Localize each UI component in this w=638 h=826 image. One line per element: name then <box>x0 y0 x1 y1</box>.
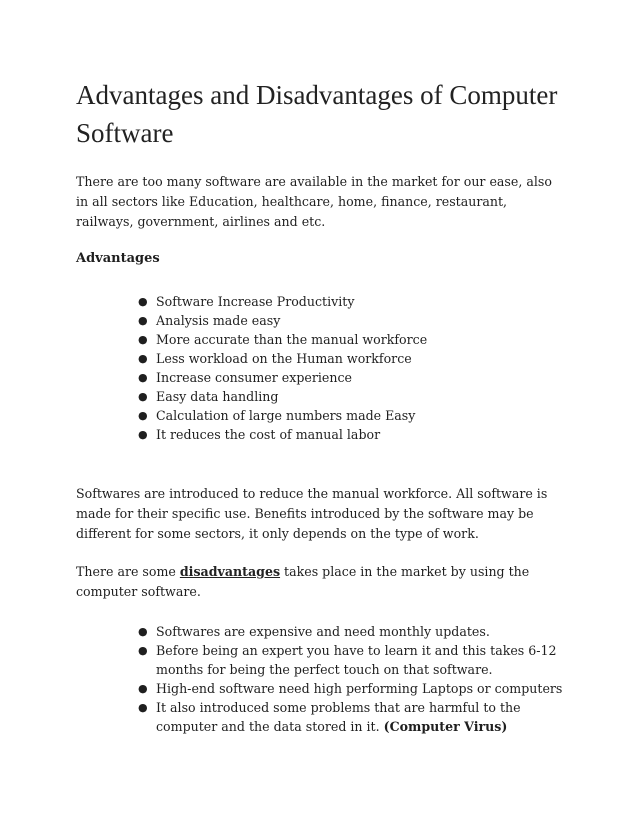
advantages-heading: Advantages <box>76 251 160 266</box>
bullet-icon: ● <box>138 333 148 346</box>
page-title: Advantages and Disadvantages of Computer Software <box>76 80 558 148</box>
disadvantages-link[interactable]: disadvantages <box>179 564 281 579</box>
disadvantages-list <box>138 622 568 736</box>
list-item: ● Calculation of large numbers made Easy <box>138 408 416 423</box>
advantages-list <box>138 292 568 444</box>
bullet-icon: ● <box>138 428 148 441</box>
list-item: ● Before being an expert you have to learn it and this takes 6-12 months for being the perfect touch on that software. <box>138 643 557 677</box>
bullet-icon: ● <box>138 371 148 384</box>
bullet-icon: ● <box>138 682 148 695</box>
bullet-icon: ● <box>138 295 148 308</box>
bullet-icon: ● <box>138 701 148 714</box>
bullet-icon: ● <box>138 390 148 403</box>
list-item: ● Analysis made easy <box>138 313 281 328</box>
bullet-icon: ● <box>138 625 148 638</box>
list-item: ● Less workload on the Human workforce <box>138 351 412 366</box>
intro-paragraph: There are too many software are available in the market for our ease, also in all sectors like Education, healthcare, home, finance, restaurant, railways, government, airlines and etc. <box>76 174 552 229</box>
list-item: ● High-end software need high performing Laptops or computers <box>138 681 563 696</box>
list-item: ● Increase consumer experience <box>138 370 352 385</box>
list-item: ● More accurate than the manual workforce <box>138 332 428 347</box>
bullet-icon: ● <box>138 314 148 327</box>
list-item: ● Software Increase Productivity <box>138 294 355 309</box>
bullet-icon: ● <box>138 409 148 422</box>
bullet-icon: ● <box>138 644 148 657</box>
computer-virus-note: (Computer Virus) <box>383 719 508 734</box>
bullet-icon: ● <box>138 352 148 365</box>
list-item: ● Softwares are expensive and need monthly updates. <box>138 624 490 639</box>
list-item: ● It also introduced some problems that are harmful to the computer and the data stored in it. (Computer Virus) <box>138 700 521 734</box>
disadvantages-intro-paragraph: There are some disadvantages takes place in the market by using the computer software. <box>76 564 530 599</box>
list-item: ● It reduces the cost of manual labor <box>138 427 381 442</box>
body-paragraph: Softwares are introduced to reduce the manual workforce. All software is made for their specific use. Benefits introduced by the software may be different for some sectors, it only depends on the type of work. <box>76 486 548 541</box>
list-item: ● Easy data handling <box>138 389 279 404</box>
